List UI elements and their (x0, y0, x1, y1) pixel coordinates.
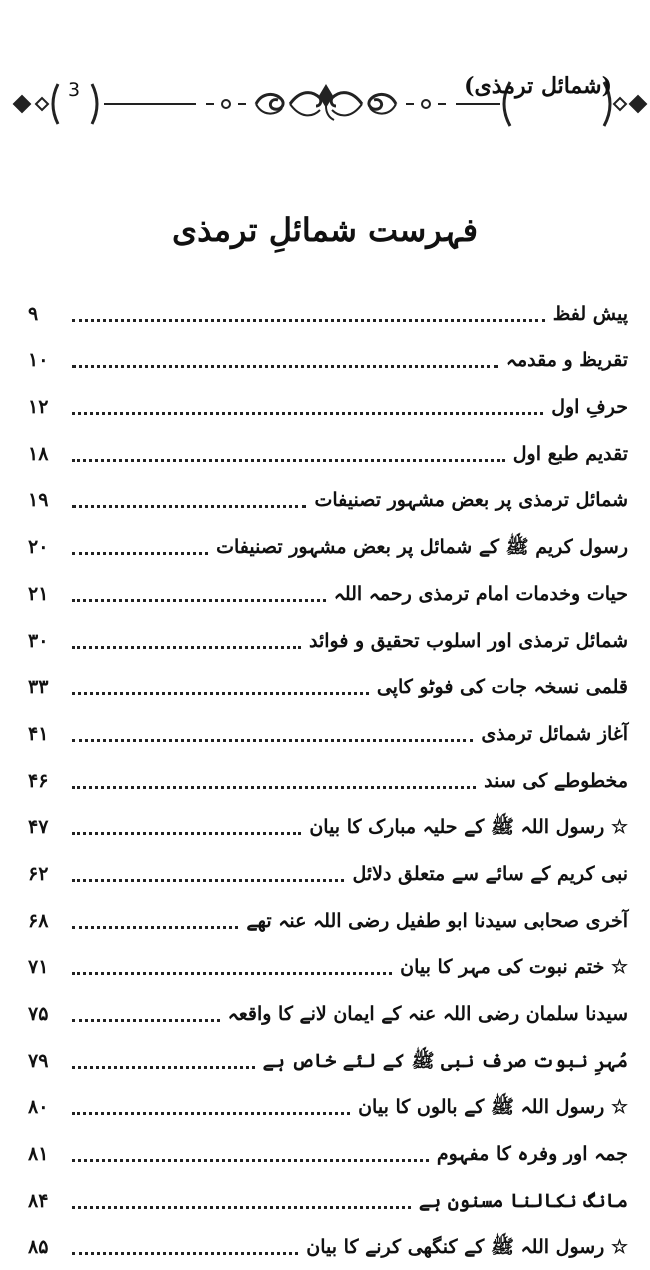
toc-entry-title: سیدنا سلمان رضی اللہ عنہ کے ایمان لانے کا واقعہ (227, 1003, 628, 1025)
toc-entry-page: ۱۰ (28, 349, 49, 372)
toc-entry-title: ☆ رسول اللہ ﷺ کے کنگھی کرنے کا بیان (306, 1236, 628, 1259)
toc-entry[interactable] (28, 290, 628, 337)
toc-entry-title: تقریظ و مقدمہ (505, 349, 628, 372)
dot-leader (72, 412, 543, 415)
toc-entry-title: شمائل ترمذی پر بعض مشہور تصنیفات (314, 489, 628, 512)
toc-entry[interactable] (28, 383, 628, 430)
toc-entry-title: آغاز شمائل ترمذی (481, 722, 628, 745)
toc-entry-page: ۸۵ (28, 1236, 49, 1259)
dot-leader (72, 1019, 220, 1022)
dot-leader (72, 319, 545, 322)
dot-leader (72, 365, 498, 368)
dot-leader (72, 832, 301, 835)
page-number: 3 (67, 79, 81, 101)
dot-leader (72, 505, 306, 508)
toc-entry[interactable] (28, 757, 628, 804)
toc-entry-title: قلمی نسخہ جات کی فوٹو کاپی (376, 676, 628, 699)
toc-entry[interactable] (28, 430, 628, 477)
dot-leader (72, 1159, 429, 1162)
toc-entry[interactable] (28, 337, 628, 384)
toc-entry-title: نبی کریم کے سائے سے متعلق دلائل (352, 862, 628, 885)
toc-entry-page: ۲۱ (28, 582, 49, 605)
toc-entry[interactable] (28, 570, 628, 617)
toc-entry[interactable] (28, 617, 628, 664)
dot-leader (72, 552, 208, 555)
toc-entry-title: مانگ نکالنا مسنون ہے (418, 1189, 628, 1212)
toc-entry[interactable] (28, 710, 628, 757)
toc-entry-page: ۳۰ (28, 629, 49, 652)
dot-leader (72, 599, 326, 602)
dot-leader (72, 1252, 298, 1255)
toc-entry-title: تقدیم طبع اول (512, 442, 628, 465)
toc-entry-title: شمائل ترمذی اور اسلوب تحقیق و فوائد (308, 629, 628, 652)
toc-entry[interactable] (28, 1130, 628, 1177)
toc-entry[interactable] (28, 804, 628, 851)
toc-entry[interactable] (28, 1084, 628, 1131)
dot-leader (72, 1066, 255, 1069)
toc-entry[interactable] (28, 944, 628, 991)
toc-entry-page: ۳۳ (28, 676, 49, 699)
toc-entry-page: ۹ (28, 302, 39, 325)
toc-entry-title: پیش لفظ (552, 302, 628, 325)
toc-entry-page: ۸۱ (28, 1143, 49, 1166)
dot-leader (72, 786, 476, 789)
dot-leader (72, 692, 369, 695)
page-title: فہرست شمائلِ ترمذی (172, 211, 478, 249)
toc-entry[interactable] (28, 1177, 628, 1224)
toc-entry-page: ۷۱ (28, 956, 49, 979)
toc-entry-title: حیات وخدمات امام ترمذی رحمہ اللہ (333, 582, 628, 605)
toc-entry-page: ۴۶ (28, 769, 49, 792)
page-header (0, 62, 650, 142)
toc-entry-title: رسول کریم ﷺ کے شمائل پر بعض مشہور تصنیفات (216, 536, 628, 559)
toc-entry-page: ۴۱ (28, 722, 49, 745)
toc-entry-title: مخطوطے کی سند (484, 769, 628, 792)
toc-entry-title: آخری صحابی سیدنا ابو طفیل رضی اللہ عنہ تھے (246, 909, 628, 932)
toc-entry-title: مُہرِ نبوت صرف نبی ﷺ کے لئے خاص ہے (262, 1049, 628, 1072)
toc-entry[interactable] (28, 477, 628, 524)
toc-entry-page: ۱۲ (28, 396, 49, 419)
dot-leader (72, 459, 505, 462)
toc-entry-title: ☆ ختم نبوت کی مہر کا بیان (400, 956, 628, 979)
toc-entry[interactable] (28, 897, 628, 944)
toc-entry-page: ۶۸ (28, 909, 49, 932)
toc-entry-page: ۸۴ (28, 1189, 49, 1212)
toc-entry[interactable] (28, 990, 628, 1037)
toc-entry[interactable] (28, 850, 628, 897)
toc-entry-page: ۱۸ (28, 442, 49, 465)
toc-entry-title: جمہ اور وفرہ کا مفہوم (436, 1143, 628, 1166)
dot-leader (72, 879, 344, 882)
table-of-contents (28, 290, 628, 1270)
dot-leader (72, 646, 301, 649)
toc-entry-page: ۷۹ (28, 1049, 49, 1072)
toc-entry[interactable] (28, 1037, 628, 1084)
dot-leader (72, 739, 473, 742)
toc-entry-title: حرفِ اول (551, 396, 628, 419)
toc-entry-page: ۷۵ (28, 1003, 49, 1025)
toc-entry[interactable] (28, 523, 628, 570)
toc-entry-page: ۸۰ (28, 1096, 49, 1119)
toc-entry-page: ۱۹ (28, 489, 49, 512)
toc-entry[interactable] (28, 664, 628, 711)
running-header-title: (شمائل ترمذی) (464, 73, 612, 99)
dot-leader (72, 1112, 350, 1115)
toc-entry[interactable] (28, 1224, 628, 1270)
toc-entry-title: ☆ رسول اللہ ﷺ کے حلیہ مبارک کا بیان (309, 816, 628, 839)
dot-leader (72, 972, 392, 975)
toc-entry-page: ۴۷ (28, 816, 49, 839)
toc-entry-title: ☆ رسول اللہ ﷺ کے بالوں کا بیان (358, 1096, 628, 1119)
toc-entry-page: ۲۰ (28, 536, 49, 559)
dot-leader (72, 1206, 411, 1209)
dot-leader (72, 926, 238, 929)
toc-entry-page: ۶۲ (28, 862, 49, 885)
